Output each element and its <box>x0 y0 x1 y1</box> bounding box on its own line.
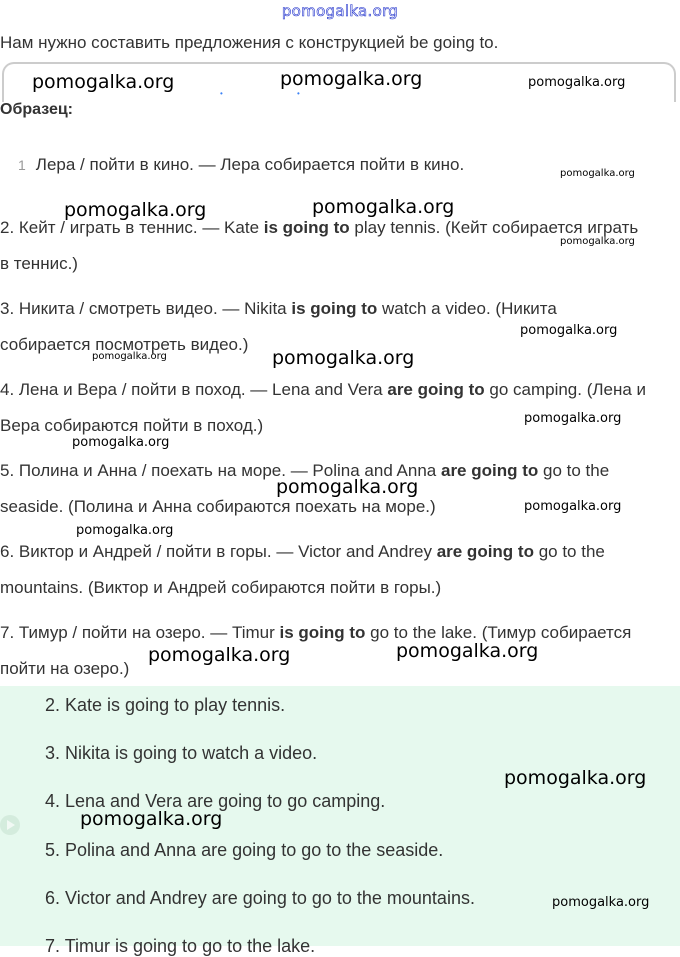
sample-line <box>0 155 464 175</box>
exercise-item-3-line2: собирается посмотреть видео.) <box>0 335 249 354</box>
item-bold: are going to <box>436 542 534 561</box>
exercise-item-2-line2: в теннис.) <box>0 254 78 273</box>
watermark: pomogalka.org <box>276 476 419 498</box>
item-bold: is going to <box>279 623 366 642</box>
watermark: pomogalka.org <box>560 236 635 247</box>
watermark: pomogalka.org <box>272 347 415 369</box>
item-bold: are going to <box>387 380 485 399</box>
sample-number: 1 <box>18 157 26 173</box>
exercise-item-7-line2: пойти на озеро.) <box>0 659 130 678</box>
watermark: pomogalka.org <box>560 168 635 179</box>
watermark: pomogalka.org <box>80 808 223 830</box>
item-text: 6. Виктор и Андрей / пойти в горы. — Victor and Andrey <box>0 542 437 561</box>
item-text: 5. Полина и Анна / поехать на море. — Polina and Anna <box>0 461 441 480</box>
watermark: pomogalka.org <box>524 411 622 426</box>
watermark: pomogalka.org <box>280 68 423 90</box>
watermark: pomogalka.org <box>32 71 175 93</box>
answer-item: 2. Kate is going to play tennis. <box>45 695 286 715</box>
item-bold: is going to <box>291 299 378 318</box>
watermark: pomogalka.org <box>396 640 539 662</box>
item-text: 4. Лена и Вера / пойти в поход. — Lena and Vera <box>0 380 388 399</box>
watermark: pomogalka.org <box>64 199 207 221</box>
item-text: go to the <box>533 542 605 561</box>
answer-item: 3. Nikita is going to watch a video. <box>45 743 318 763</box>
watermark: pomogalka.org <box>528 75 626 90</box>
item-text: play tennis. (Кейт собирается играть <box>349 218 639 237</box>
item-text: 2. Кейт / играть в теннис. — Kate <box>0 218 264 237</box>
exercise-item-3-line1 <box>0 299 557 319</box>
loading-dots: • • <box>220 89 336 98</box>
item-text: go to the <box>538 461 610 480</box>
watermark: pomogalka.org <box>72 435 170 450</box>
item-text: 7. Тимур / пойти на озеро. — Timur <box>0 623 280 642</box>
item-text: watch a video. (Никита <box>377 299 557 318</box>
answer-item: 4. Lena and Vera are going to go camping. <box>45 791 386 811</box>
watermark: pomogalka.org <box>520 323 618 338</box>
item-text: go to the lake. (Тимур собирается <box>365 623 632 642</box>
item-text: 3. Никита / смотреть видео. — Nikita <box>0 299 292 318</box>
exercise-item-2-line1 <box>0 218 638 238</box>
item-bold: are going to <box>440 461 539 480</box>
exercise-item-4-line1 <box>0 380 646 400</box>
watermark: pomogalka.org <box>148 644 291 666</box>
play-icon[interactable] <box>0 815 20 835</box>
answer-item: 6. Victor and Andrey are going to go to the mountains. <box>45 888 475 908</box>
watermark: pomogalka.org <box>92 351 167 362</box>
sample-label: Образец: <box>0 101 73 118</box>
watermark: pomogalka.org <box>76 523 174 538</box>
watermark: pomogalka.org <box>504 767 647 789</box>
exercise-item-6-line2: mountains. (Виктор и Андрей собираются пойти в горы.) <box>0 578 442 597</box>
sample-text: Лера / пойти в кино. — Лера собирается пойти в кино. <box>35 155 465 174</box>
item-bold: is going to <box>263 218 350 237</box>
answer-item: 7. Timur is going to go to the lake. <box>45 936 316 956</box>
task-intro: Нам нужно составить предложения с конструкцией be going to. <box>0 33 499 52</box>
exercise-item-5-line2: seaside. (Полина и Анна собираются поехать на море.) <box>0 497 436 516</box>
answer-item: 5. Polina and Anna are going to go to the seaside. <box>45 840 444 860</box>
watermark: pomogalka.org <box>552 895 650 910</box>
exercise-item-6-line1 <box>0 542 605 562</box>
item-text: go camping. (Лена и <box>484 380 647 399</box>
watermark: pomogalka.org <box>524 499 622 514</box>
site-title[interactable]: pomogalka.org <box>281 2 399 20</box>
watermark: pomogalka.org <box>312 196 455 218</box>
exercise-item-4-line2: Вера собираются пойти в поход.) <box>0 416 264 435</box>
